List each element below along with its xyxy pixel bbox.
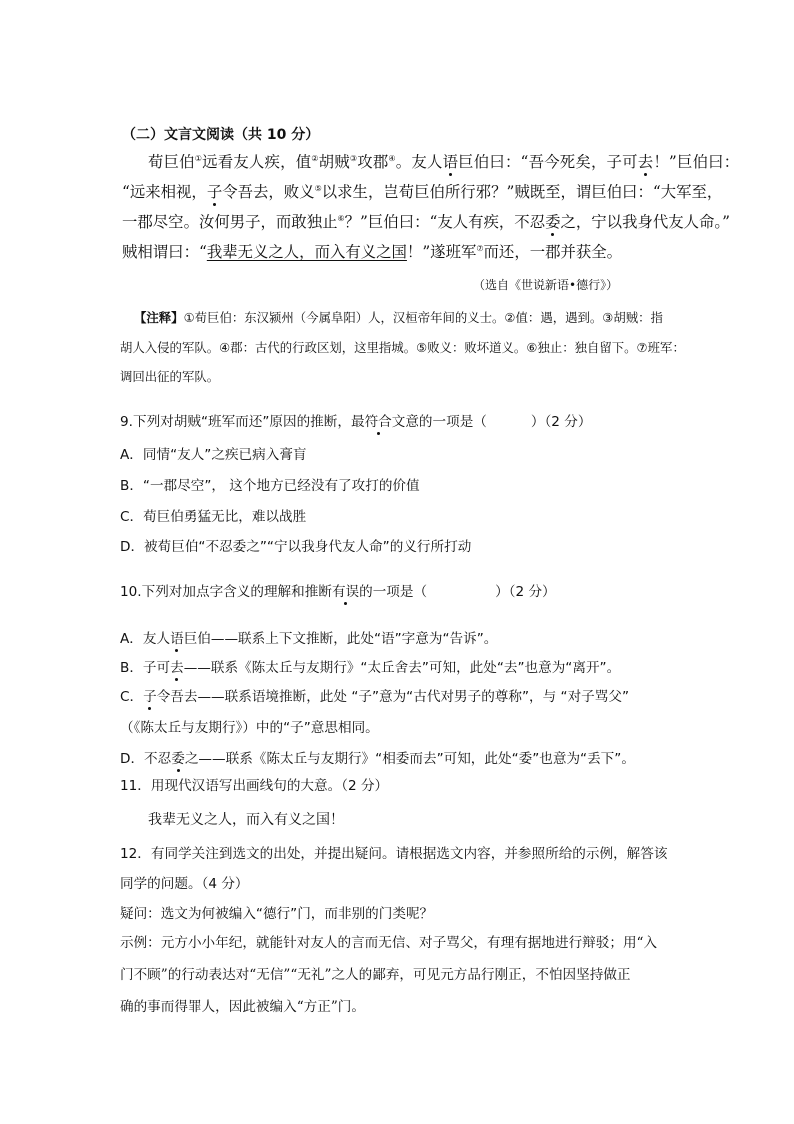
q10-stem-text: 10.下列对加点字含义的理解和推断 bbox=[120, 584, 332, 600]
dotted-char: 去 bbox=[170, 660, 184, 676]
q12-stem-line-2: 同学的问题。（4 分） bbox=[120, 876, 249, 892]
passage-text: 而还，一郡并获全。 bbox=[483, 243, 623, 261]
passage-text: 贼相谓曰：“ bbox=[122, 243, 207, 261]
dotted-char: 子 bbox=[143, 689, 157, 705]
option-text: 巨伯——联系上下文推断，此处“语”字意为“告诉”。 bbox=[183, 631, 498, 647]
option-text: B．子可 bbox=[120, 660, 171, 676]
passage-line-1 bbox=[148, 155, 739, 170]
q9-stem-text: 文意的一项是（ bbox=[391, 414, 487, 430]
note-marker: ③ bbox=[349, 154, 358, 163]
option-text: ——联系《陈太丘与友期行》“太丘舍去”可知，此处“去”也意为“离开”。 bbox=[183, 660, 621, 676]
option-text: 之——联系《陈太丘与友期行》“相委而去”可知，此处“委”也意为“丢下”。 bbox=[184, 751, 635, 767]
passage-line-2 bbox=[122, 185, 722, 200]
passage-text: 以求生，岂荀巨伯所行邪？”贼既至，谓巨伯曰：“大军至， bbox=[321, 183, 723, 201]
notes-line-2: 胡人入侵的军队。④郡：古代的行政区划，这里指城。⑤败义：败坏道义。⑥独止：独自留下。⑦班军： bbox=[120, 340, 685, 355]
passage-text: 。友人 bbox=[395, 153, 443, 171]
dotted-char: 语 bbox=[442, 153, 459, 171]
passage-text: 令吾去，败义 bbox=[222, 183, 315, 201]
note-marker: ⑥ bbox=[337, 214, 345, 223]
q10-stem-text: ）（2 分） bbox=[495, 584, 556, 600]
dotted-char: 有误 bbox=[331, 584, 360, 600]
q12-example-line-3: 确的事而得罪人，因此被编入“方正”门。 bbox=[120, 999, 365, 1015]
q10-option-c-line-2: （《陈太丘与友期行》）中的“子”意思相同。 bbox=[120, 720, 379, 736]
passage-text: ！”巨伯曰： bbox=[653, 153, 740, 171]
passage-line-3 bbox=[122, 215, 730, 230]
dotted-char: 委 bbox=[171, 751, 185, 767]
option-text: A．友人 bbox=[120, 631, 171, 647]
passage-text: 远看友人疾，值 bbox=[202, 153, 312, 171]
q9-stem-text: 9.下列对胡贼“班军而还”原因的推断，最 bbox=[120, 414, 365, 430]
q9-stem-text: ）（2 分） bbox=[530, 414, 592, 430]
passage-text: ？”巨伯曰：“友人有疾，不忍 bbox=[344, 213, 546, 231]
passage-text: 之，宁以我身代友人命。” bbox=[560, 213, 730, 231]
passage-text: 胡贼 bbox=[318, 153, 350, 171]
passage-text: 攻郡 bbox=[357, 153, 389, 171]
option-text: C． bbox=[120, 689, 144, 705]
q10-stem bbox=[120, 586, 556, 600]
q11-sentence: 我辈无义之人，而入有义之国！ bbox=[148, 812, 344, 828]
q9-option-c[interactable]: C．荀巨伯勇猛无比，难以战胜 bbox=[120, 509, 307, 525]
note-marker: ② bbox=[311, 154, 319, 163]
note-marker: ⑤ bbox=[314, 184, 322, 193]
q10-option-b[interactable] bbox=[120, 662, 620, 676]
note-marker: ④ bbox=[388, 154, 396, 163]
section-title: （二）文言文阅读（共 10 分） bbox=[122, 127, 320, 143]
option-text: D．不忍 bbox=[120, 751, 172, 767]
q12-example-line-1: 示例：元方小小年纪，就能针对友人的言而无信、对子骂父，有理有据地进行辩驳；用“入 bbox=[120, 935, 658, 951]
dotted-char: 子 bbox=[206, 183, 223, 201]
q9-option-b[interactable]: B．“一郡尽空”， 这个地方已经没有了攻打的价值 bbox=[120, 478, 420, 494]
q10-option-c[interactable] bbox=[120, 691, 629, 705]
q12-stem-line-1: 12．有同学关注到选文的出处，并提出疑问。请根据选文内容，并参照所给的示例，解答该 bbox=[120, 846, 668, 862]
notes-line-3: 调回出征的军队。 bbox=[120, 369, 220, 384]
passage-text: ！”遂班军 bbox=[406, 243, 477, 261]
passage-text: 巨伯曰：“吾今死矣，子可 bbox=[458, 153, 638, 171]
dotted-char: 语 bbox=[170, 631, 184, 647]
q12-example-line-2: 门不顾”的行动表达对“无信”“无礼”之人的鄙弃，可见元方品行刚正，不怕因坚持做正 bbox=[120, 967, 631, 983]
passage-line-4 bbox=[122, 245, 622, 260]
q11-stem: 11．用现代汉语写出画线句的大意。（2 分） bbox=[120, 778, 389, 794]
dotted-char: 去 bbox=[637, 153, 654, 171]
underlined-sentence: 我辈无义之人，而入有义之国 bbox=[206, 243, 407, 261]
passage-text: “远来相视， bbox=[122, 183, 207, 201]
q9-option-a[interactable]: A．同情“友人”之疾已病入膏肓 bbox=[120, 447, 307, 463]
notes-line-1 bbox=[134, 312, 663, 324]
note-marker: ⑦ bbox=[476, 244, 484, 253]
option-text: 令吾去——联系语境推断，此处 “子”意为“古代对男子的尊称”，与 “对子骂父” bbox=[156, 689, 629, 705]
q9-stem bbox=[120, 416, 591, 430]
q10-stem-text: 的一项是（ bbox=[359, 584, 428, 600]
notes-text: ①荀巨伯：东汉颍州（今属阜阳）人，汉桓帝年间的义士。②值：遇，遇到。③胡贼：指 bbox=[183, 310, 663, 325]
passage-text: 荀巨伯 bbox=[148, 153, 195, 171]
q9-option-d[interactable]: D．被荀巨伯“不忍委之”“宁以我身代友人命”的义行所打动 bbox=[120, 539, 472, 555]
passage-source: （选自《世说新语•德行》） bbox=[473, 278, 619, 292]
notes-label: 【注释】 bbox=[134, 310, 184, 325]
dotted-char: 符合 bbox=[364, 414, 392, 430]
q10-option-a[interactable] bbox=[120, 633, 497, 647]
note-marker: ① bbox=[194, 154, 203, 163]
passage-text: 一郡尽空。汝何男子，而敢独止 bbox=[122, 213, 338, 231]
q10-option-d[interactable] bbox=[120, 753, 635, 767]
q12-question: 疑问：选文为何被编入“德行”门，而非别的门类呢？ bbox=[120, 906, 434, 922]
dotted-char: 委 bbox=[545, 213, 561, 231]
